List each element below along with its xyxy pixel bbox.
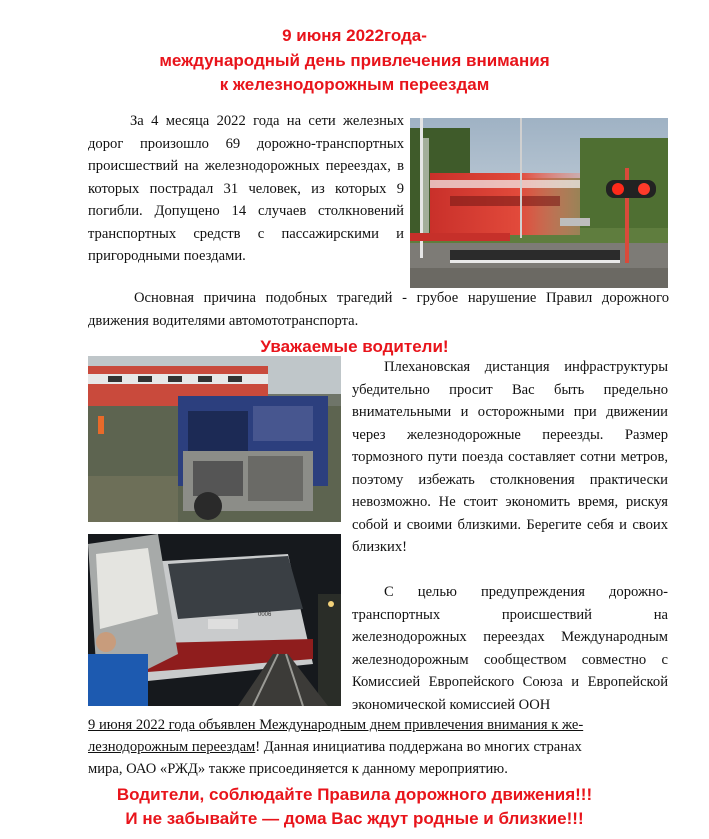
truck-collision-photo [88, 356, 341, 522]
railway-crossing-photo [410, 118, 668, 288]
night-collision-photo [88, 534, 341, 706]
announcement-highlight-end: лезнодорожным переездам [88, 739, 256, 755]
closing-line-2: И не забывайте — дома Вас ждут родные и близкие!!! [125, 809, 584, 828]
title-line-3: к железнодорожным переездам [219, 75, 490, 94]
announcement-line-1 [88, 714, 583, 737]
appeal-paragraph: Плехановская дистанция инфраструктуры убедительно просит Вас быть предельно внимательными и осторожными при движении через железнодорожные переезды. Размер тормозного пути поезда составляет сотни метров, поэтому избежать столкновения практически невозможно. Не стоит экономить время, рискуя собой и своими близкими. Берегите себя и своих близких! [352, 359, 668, 555]
appeal-paragraph-initiative: С целью предупреждения дорожно-транспортных происшествий на железнодорожных переездах Международным железнодорожным сообществом совместно с Комиссией Европейского Союза и Европейской экономической комиссией ООН [352, 584, 668, 713]
intro-paragraph-cause: Основная причина подобных трагедий - грубое нарушение Правил дорожного движения водителями автомототранспорта. [88, 290, 669, 329]
announcement-text: ! Данная инициатива поддержана во многих странах [255, 739, 582, 755]
announcement-line-2 [88, 736, 582, 759]
title-line-2: международный день привлечения внимания [159, 51, 550, 70]
intro-paragraph: За 4 месяца 2022 года на сети железных дорог произошло 69 дорожно-транспортных происшествий на железнодорожных переездах, в которых пострадал 31 человек, из которых 9 погибли. Допущено 14 случаев столкновений транспортных средств с пассажирскими и пригородными поездами. [88, 113, 404, 264]
closing-line-1: Водители, соблюдайте Правила дорожного движения!!! [116, 785, 593, 804]
announcement-line-3 [88, 758, 508, 781]
appeal-title: Уважаемые водители! [260, 337, 449, 356]
title-date: 9 июня 2022года- [282, 26, 427, 45]
announcement-highlight: 9 июня 2022 года объявлен Международным днем привлечения внимания к же- [88, 717, 584, 733]
announcement-text-end: мира, ОАО «РЖД» также присоединяется к данному мероприятию. [88, 761, 508, 777]
train-number-label: 0006 [258, 612, 272, 618]
